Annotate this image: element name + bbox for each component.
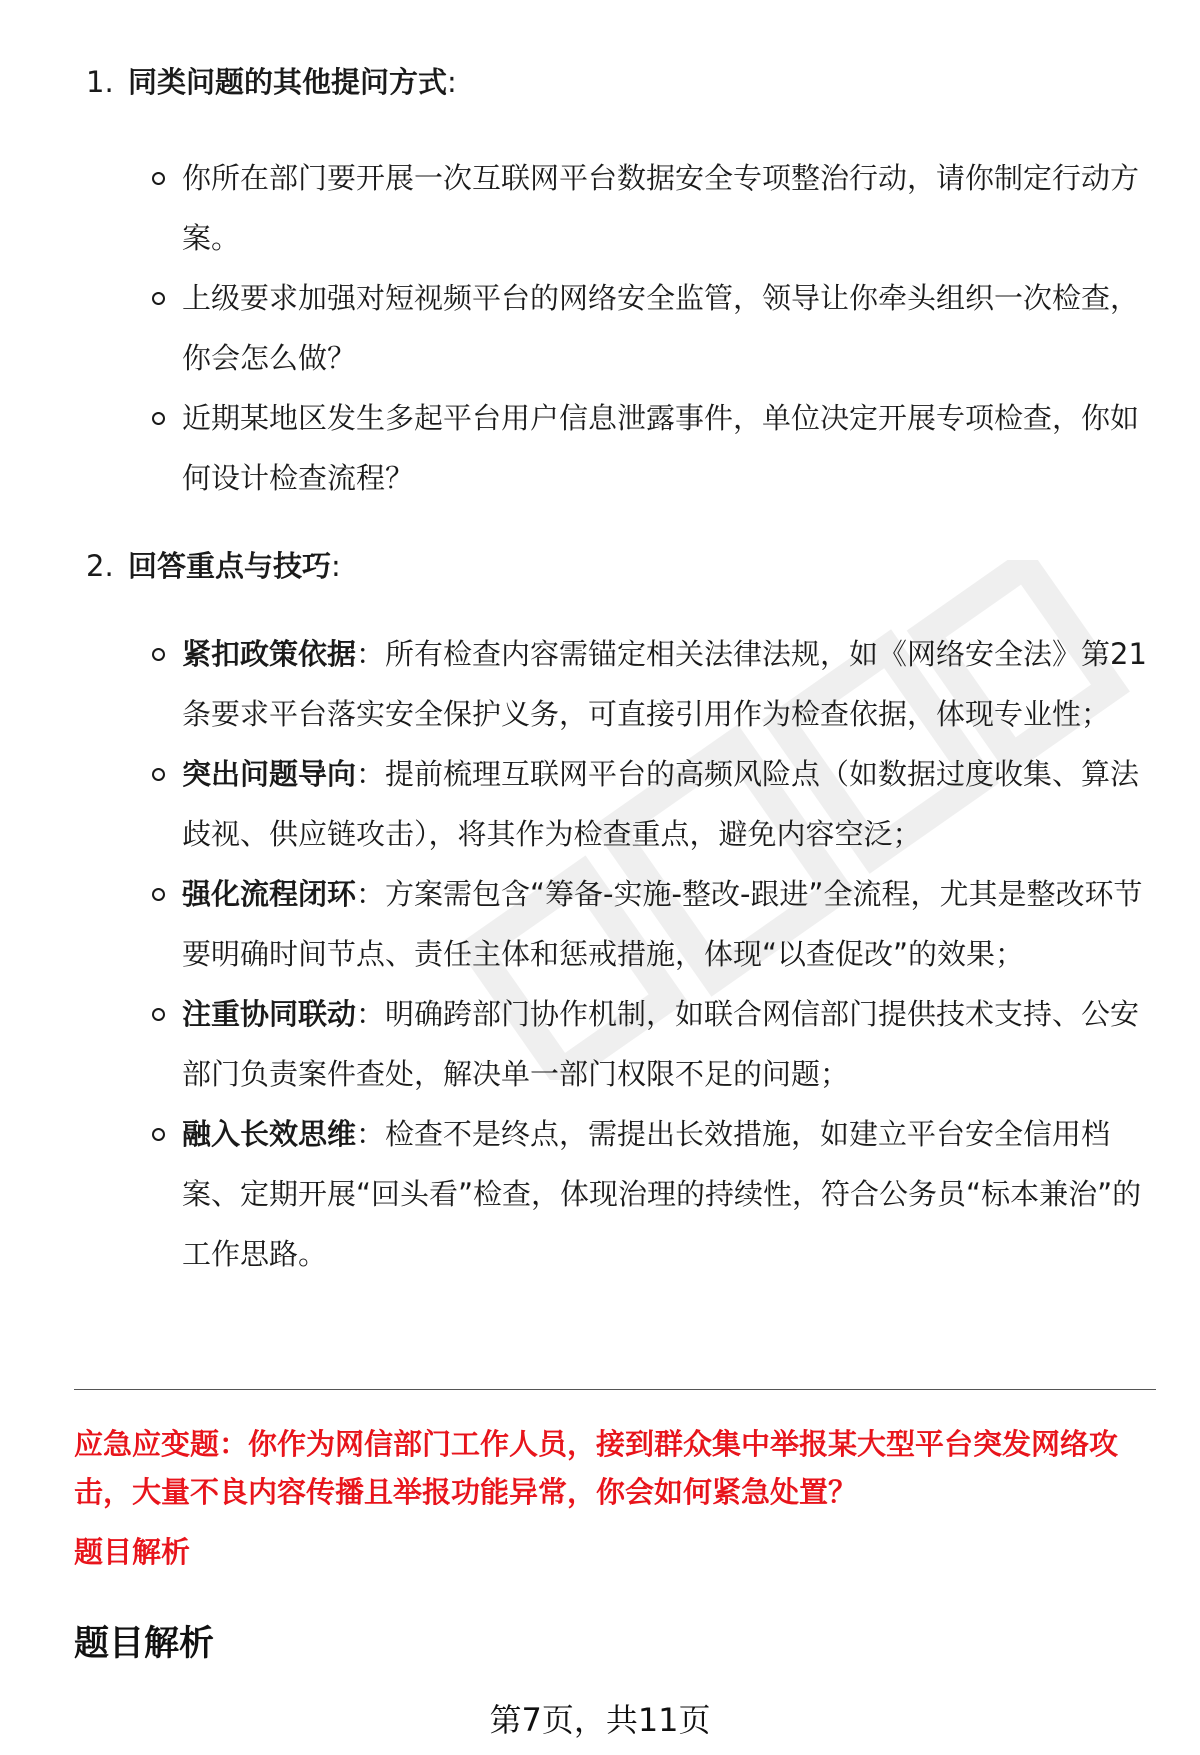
list-item-text: ：提前梳理互联网平台的高频风险点（如数据过度收集、算法歧视、供应链攻击），将其作为检查重点，避免内容空泛；: [182, 757, 1140, 851]
section-1-heading: [86, 62, 457, 102]
list-item: [150, 1104, 1150, 1284]
section-2-title: 回答重点与技巧: [128, 549, 332, 583]
analysis-heading: 题目解析: [74, 1624, 215, 1664]
list-item-text: ：检查不是终点，需提出长效措施，如建立平台安全信用档案、定期开展“回头看”检查，体现治理的持续性，符合公务员“标本兼治”的工作思路。: [182, 1117, 1142, 1271]
list-item-text: 上级要求加强对短视频平台的网络安全监管，领导让你牵头组织一次检查，你会怎么做？: [182, 281, 1140, 375]
list-item: [150, 624, 1150, 744]
list-item-text: 你所在部门要开展一次互联网平台数据安全专项整治行动，请你制定行动方案。: [182, 161, 1140, 255]
list-item-label: 融入长效思维: [182, 1117, 357, 1151]
section-2-colon: :: [331, 549, 341, 583]
list-item: [150, 744, 1150, 864]
list-item-label: 紧扣政策依据: [182, 637, 357, 671]
section-1-list: [150, 148, 1150, 508]
list-item-label: 突出问题导向: [182, 757, 357, 791]
list-item-text: 近期某地区发生多起平台用户信息泄露事件，单位决定开展专项检查，你如何设计检查流程？: [182, 401, 1140, 495]
emergency-question: 应急应变题：你作为网信部门工作人员，接到群众集中举报某大型平台突发网络攻击，大量不良内容传播且举报功能异常，你会如何紧急处置？: [74, 1427, 1119, 1509]
list-item-text: ：所有检查内容需锚定相关法律法规，如《网络安全法》第21条要求平台落实安全保护义务，可直接引用作为检查依据，体现专业性；: [182, 637, 1147, 731]
list-item: [150, 388, 1150, 508]
list-item-text: ：方案需包含“筹备-实施-整改-跟进”全流程，尤其是整改环节要明确时间节点、责任主体和惩戒措施，体现“以查促改”的效果；: [182, 877, 1143, 971]
section-1-title: 同类问题的其他提问方式: [128, 65, 448, 99]
list-item: [150, 268, 1150, 388]
section-2-heading: [86, 546, 341, 586]
list-item-label: 注重协同联动: [182, 997, 357, 1031]
list-item: [150, 864, 1150, 984]
section-1-colon: :: [447, 65, 457, 99]
horizontal-divider: [74, 1389, 1156, 1390]
section-1-number: 1.: [86, 65, 114, 99]
page-footer: 第7页，共11页: [489, 1701, 711, 1739]
list-item: [150, 984, 1150, 1104]
list-item: [150, 148, 1150, 268]
section-2-list: [150, 624, 1150, 1284]
list-item-label: 强化流程闭环: [182, 877, 357, 911]
list-item-text: ：明确跨部门协作机制，如联合网信部门提供技术支持、公安部门负责案件查处，解决单一部门权限不足的问题；: [182, 997, 1140, 1091]
section-2-number: 2.: [86, 549, 114, 583]
analysis-label: 题目解析: [74, 1535, 191, 1569]
